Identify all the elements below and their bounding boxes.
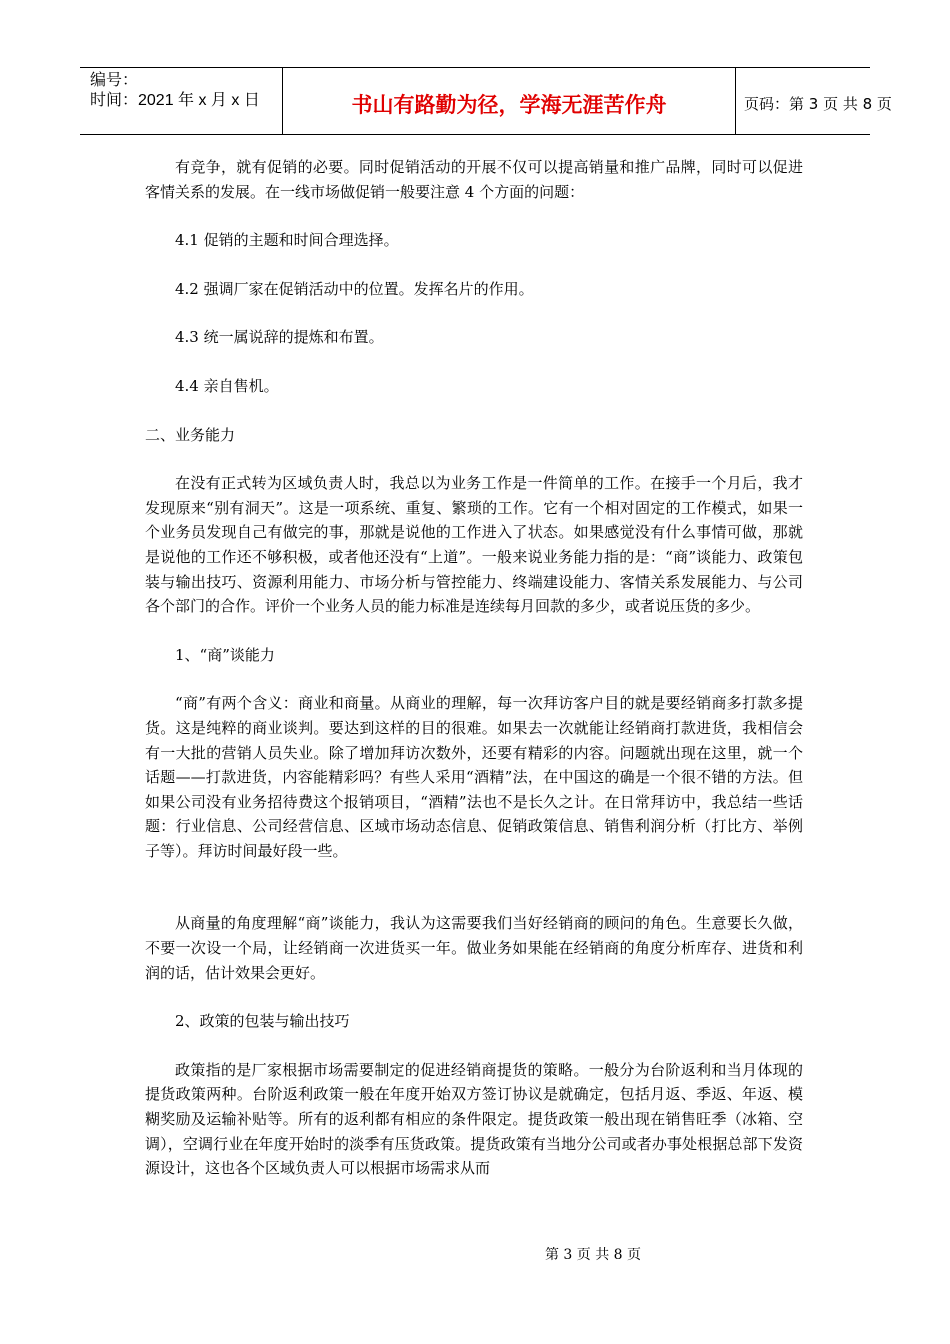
document-header (80, 67, 892, 135)
section-heading-business-ability: 二、业务能力 (145, 425, 236, 444)
paragraph-policy: 政策指的是厂家根据市场需要制定的促进经销商提货的策略。一般分为台阶返利和当月体现的提货政策两种。台阶返利政策一般在年度开始双方签订协议是就确定，包括月返、季返、年返、模糊奖励及运输补贴等。所有的返利都有相应的条件限定。提货政策一般出现在销售旺季（冰箱、空调），空调行业在年度开始时的淡季有压货政策。提货政策有当地分公司或者办事处根据总部下发资源设计，这也各个区域负责人可以根据市场需求从而 (145, 1060, 803, 1178)
header-motto-cell (282, 68, 736, 134)
paragraph-negotiation-consult: 从商量的角度理解“商”谈能力，我认为这需要我们当好经销商的顾问的角色。生意要长久做，不要一次设一个局，让经销商一次进货买一年。做业务如果能在经销商的角度分析库存、进货和利润的话，估计效果会更好。 (145, 914, 803, 982)
header-left-cell (80, 68, 282, 134)
page-footer: 第 3 页 共 8 页 (544, 1247, 642, 1263)
list-item-4-2: 4.2 强调厂家在促销活动中的位置。发挥名片的作用。 (175, 279, 534, 298)
paragraph-business-ability: 在没有正式转为区域负责人时，我总以为业务工作是一件简单的工作。在接手一个月后，我才发现原来“别有洞天”。这是一项系统、重复、繁琐的工作。它有一个相对固定的工作模式，如果一个业务员发现自己有做完的事，那就是说他的工作进入了状态。如果感觉没有什么事情可做，那就是说他的工作还不够积极，或者他还没有“上道”。一般来说业务能力指的是：“商”谈能力、政策包装与输出技巧、资源利用能力、市场分析与管控能力、终端建设能力、客情关系发展能力、与公司各个部门的合作。评价一个业务人员的能力标准是连续每月回款的多少，或者说压货的多少。 (145, 474, 803, 616)
document-body (145, 155, 803, 1205)
paragraph-negotiation-commerce: “商”有两个含义：商业和商量。从商业的理解，每一次拜访客户目的就是要经销商多打款多提货。这是纯粹的商业谈判。要达到这样的目的很难。如果去一次就能让经销商打款进货，我相信会有一大批的营销人员失业。除了增加拜访次数外，还要有精彩的内容。问题就出现在这里，就一个话题——打款进货，内容能精彩吗？有些人采用“酒精”法，在中国这的确是一个很不错的方法。但如果公司没有业务招待费这个报销项目，“酒精”法也不是长久之计。在日常拜访中，我总结一些话题：行业信息、公司经营信息、区域市场动态信息、促销政策信息、销售利润分析（打比方、举例子等）。拜访时间最好段一些。 (145, 694, 803, 860)
document-number-label: 编号： (90, 72, 139, 89)
list-item-4-4: 4.4 亲自售机。 (175, 376, 279, 395)
header-page-label: 页码：第 3 页 共 8 页 (744, 95, 892, 113)
document-date-label: 时间：2021 年 x 月 x 日 (90, 92, 260, 109)
header-motto: 书山有路勤为径，学海无涯苦作舟 (351, 93, 667, 117)
paragraph-promotion-intro: 有竞争，就有促销的必要。同时促销活动的开展不仅可以提高销量和推广品牌，同时可以促进客情关系的发展。在一线市场做促销一般要注意 4 个方面的问题： (145, 158, 803, 201)
subheading-policy-packaging: 2、政策的包装与输出技巧 (175, 1012, 350, 1031)
list-item-4-3: 4.3 统一属说辞的提炼和布置。 (175, 328, 384, 347)
list-item-4-1: 4.1 促销的主题和时间合理选择。 (175, 231, 399, 250)
subheading-negotiation: 1、“商”谈能力 (175, 645, 275, 664)
header-page-cell (736, 68, 892, 134)
